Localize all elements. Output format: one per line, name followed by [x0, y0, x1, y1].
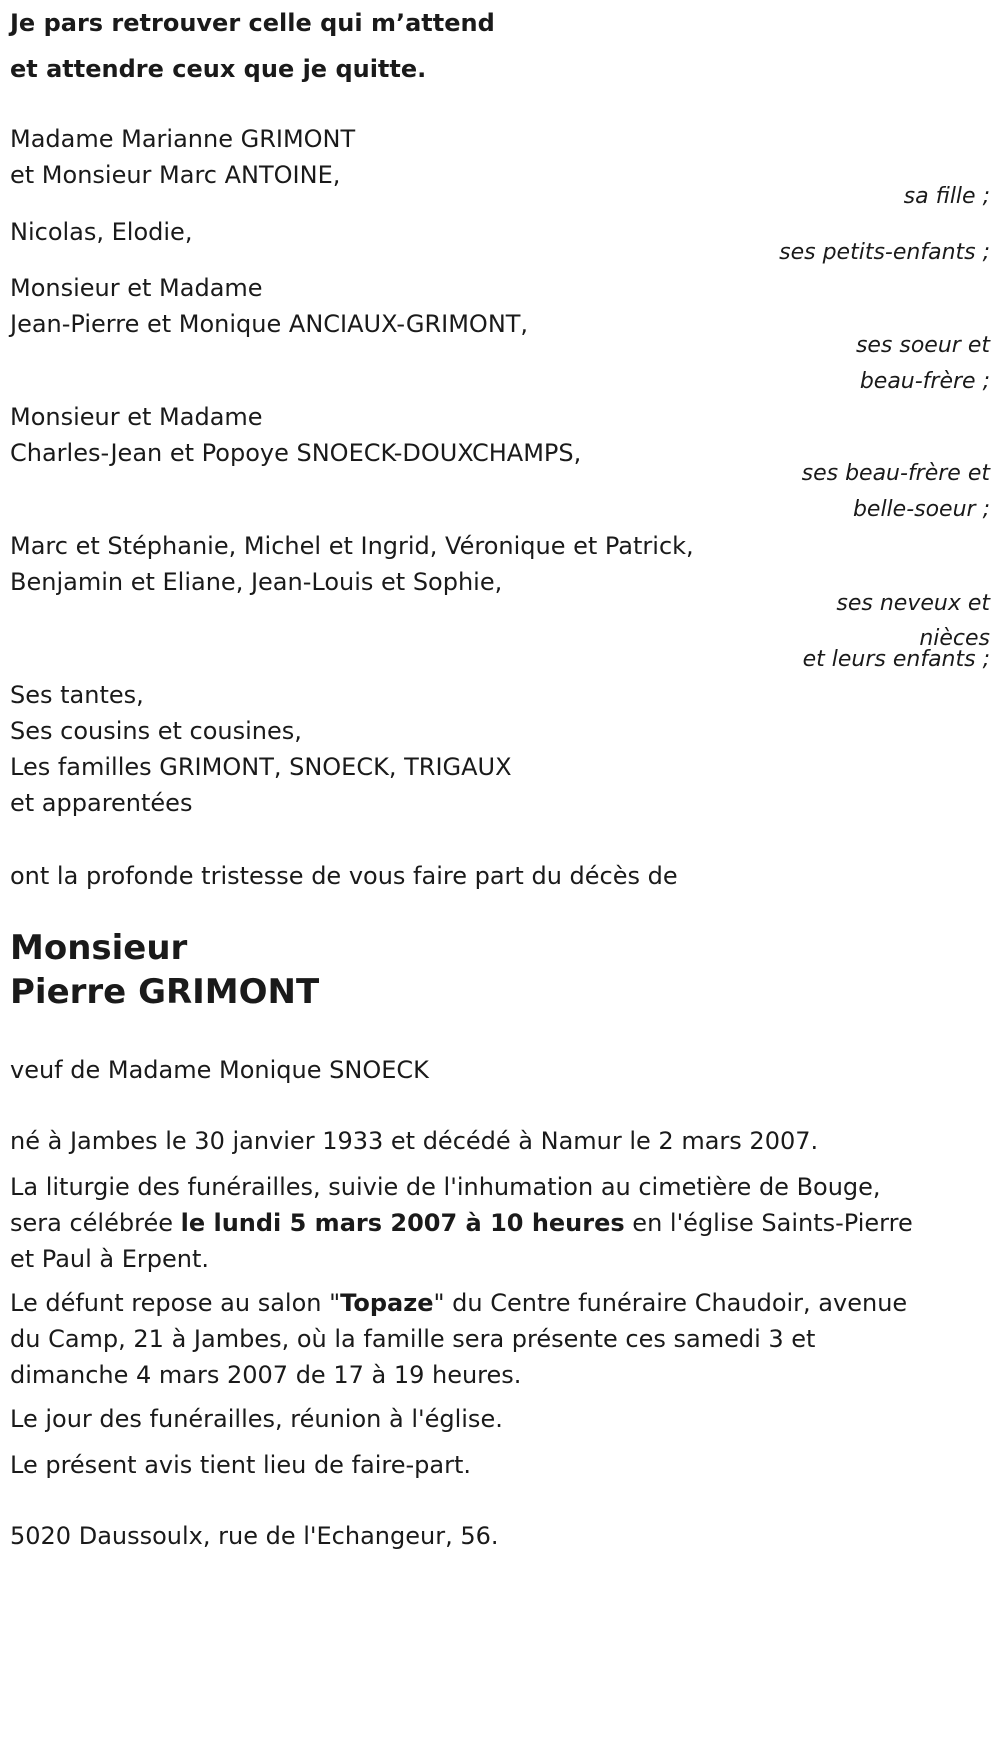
birth-death-line: né à Jambes le 30 janvier 1933 et décédé à Namur le 2 mars 2007.: [10, 1127, 819, 1155]
address-line: 5020 Daussoulx, rue de l'Echangeur, 56.: [10, 1522, 499, 1550]
others-line-4: et apparentées: [10, 789, 193, 817]
nephews-line-1: Marc et Stéphanie, Michel et Ingrid, Véronique et Patrick,: [10, 532, 694, 560]
rest-pre: Le défunt repose au salon ": [10, 1289, 341, 1317]
rest-line-2: du Camp, 21 à Jambes, où la famille sera présente ces samedi 3 et: [10, 1325, 816, 1353]
epigraph-line-1: Je pars retrouver celle qui m’attend: [10, 9, 495, 37]
epigraph-line-2: et attendre ceux que je quitte.: [10, 55, 427, 83]
others-line-3: Les familles GRIMONT, SNOECK, TRIGAUX: [10, 753, 512, 781]
daughter-line-2: et Monsieur Marc ANTOINE,: [10, 161, 341, 189]
deceased-name: Pierre GRIMONT: [10, 972, 320, 1012]
sister-relation-2: beau-frère ;: [859, 369, 990, 394]
grandchildren-relation: ses petits-enfants ;: [779, 240, 990, 265]
deceased-title: Monsieur: [10, 928, 188, 968]
daughter-relation: sa fille ;: [903, 184, 990, 209]
widower-line: veuf de Madame Monique SNOECK: [10, 1056, 429, 1084]
liturgy-pre: sera célébrée: [10, 1209, 181, 1237]
liturgy-line-2: [10, 1208, 913, 1238]
rest-line-1: [10, 1288, 907, 1318]
in-laws-relation-2: belle-soeur ;: [852, 497, 990, 522]
sister-line-2: Jean-Pierre et Monique ANCIAUX-GRIMONT,: [10, 310, 529, 338]
salon-name: Topaze: [340, 1289, 434, 1317]
liturgy-line-3: et Paul à Erpent.: [10, 1245, 210, 1273]
daughter-line-1: Madame Marianne GRIMONT: [10, 125, 356, 153]
nephews-relation-1: ses neveux et: [836, 591, 990, 616]
meeting-line: Le jour des funérailles, réunion à l'église.: [10, 1405, 503, 1433]
sister-relation-1: ses soeur et: [855, 333, 990, 358]
others-line-2: Ses cousins et cousines,: [10, 717, 302, 745]
others-line-1: Ses tantes,: [10, 681, 144, 709]
nephews-relation-2: nièces: [919, 626, 990, 651]
grandchildren-line: Nicolas, Elodie,: [10, 218, 193, 246]
sister-line-1: Monsieur et Madame: [10, 274, 263, 302]
in-laws-line-1: Monsieur et Madame: [10, 403, 263, 431]
nephews-line-2: Benjamin et Eliane, Jean-Louis et Sophie,: [10, 568, 503, 596]
nephews-relation-3: et leurs enfants ;: [802, 647, 990, 672]
liturgy-line-1: La liturgie des funérailles, suivie de l'inhumation au cimetière de Bouge,: [10, 1173, 881, 1201]
rest-post: " du Centre funéraire Chaudoir, avenue: [433, 1289, 908, 1317]
in-laws-line-2: Charles-Jean et Popoye SNOECK-DOUXCHAMPS,: [10, 439, 582, 467]
in-laws-relation-1: ses beau-frère et: [801, 461, 990, 486]
announcement: ont la profonde tristesse de vous faire part du décès de: [10, 862, 678, 890]
liturgy-post: en l'église Saints-Pierre: [624, 1209, 913, 1237]
rest-line-3: dimanche 4 mars 2007 de 17 à 19 heures.: [10, 1361, 522, 1389]
notice-line: Le présent avis tient lieu de faire-part.: [10, 1451, 472, 1479]
liturgy-date: le lundi 5 mars 2007 à 10 heures: [180, 1209, 625, 1237]
